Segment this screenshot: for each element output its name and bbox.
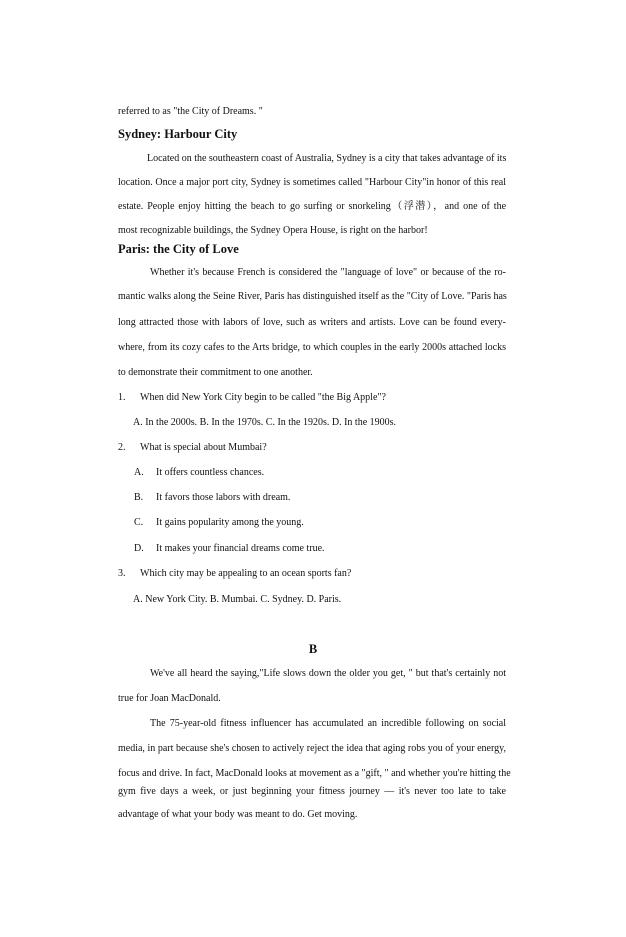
question-2-number: 2.	[118, 442, 126, 453]
section-b-line-2: true for Joan MacDonald.	[118, 693, 221, 704]
section-b-line-7: advantage of what your body was meant to do. Get moving.	[118, 809, 358, 820]
question-1-text: When did New York City begin to be called "the Big Apple"?	[140, 392, 386, 403]
section-b-line-6-text-b: it's never too late to take	[398, 786, 506, 797]
question-3-text: Which city may be appealing to an ocean sports fan?	[140, 568, 352, 579]
paris-line-3: long attracted those with labors of love, such as writers and artists. Love can be found every-	[118, 317, 506, 328]
question-1-options: A. In the 2000s. B. In the 1970s. C. In the 1920s. D. In the 1900s.	[133, 417, 397, 428]
paris-line-4: where, from its cozy cafes to the Arts bridge, to which couples in the early 2000s attached locks	[118, 342, 506, 353]
question-2-text: What is special about Mumbai?	[140, 442, 267, 453]
question-2-option-b-letter: B.	[134, 492, 144, 503]
paris-line-1: Whether it's because French is considered the "language of love" or because of the ro-	[150, 267, 506, 278]
sydney-line-2: location. Once a major port city, Sydney is sometimes called "Harbour City"in honor of this real	[118, 177, 506, 188]
paris-heading: Paris: the City of Love	[118, 242, 239, 256]
sydney-line-1: Located on the southeastern coast of Australia, Sydney is a city that takes advantage of its	[147, 153, 507, 164]
question-2-option-b-text: It favors those labors with dream.	[156, 492, 291, 503]
intro-tail-line: referred to as "the City of Dreams. "	[118, 106, 263, 117]
sydney-line-3	[118, 201, 506, 213]
section-b-line-6-text-a: gym five days a week, or just beginning your fitness journey	[118, 786, 380, 797]
question-2-option-d-letter: D.	[134, 543, 144, 554]
section-b-line-3: The 75-year-old fitness influencer has accumulated an incredible following on social	[150, 718, 506, 729]
sydney-line-3-text-a: estate. People enjoy hitting the beach to go surfing or snorkeling（	[118, 201, 404, 212]
question-2-option-c-letter: C.	[134, 517, 144, 528]
section-b-line-4: media, in part because she's chosen to actively reject the idea that aging robs you of your energy,	[118, 743, 506, 754]
sydney-line-3-text-b: ），and one of the	[426, 201, 507, 212]
paris-line-2: mantic walks along the Seine River, Paris has distinguished itself as the "City of Love. "Paris has	[118, 291, 507, 302]
question-3-number: 3.	[118, 568, 126, 579]
question-2-option-a-text: It offers countless chances.	[156, 467, 265, 478]
sydney-line-4: most recognizable buildings, the Sydney Opera House, is right on the harbor!	[118, 225, 428, 236]
question-2-option-a-letter: A.	[134, 467, 144, 478]
paris-line-5: to demonstrate their commitment to one another.	[118, 367, 313, 378]
question-2-option-c-text: It gains popularity among the young.	[156, 517, 304, 528]
question-1-number: 1.	[118, 392, 126, 403]
question-3-options: A. New York City. B. Mumbai. C. Sydney. D. Paris.	[133, 594, 342, 605]
section-b-line-1: We've all heard the saying,"Life slows down the older you get, " but that's certainly not	[150, 668, 506, 679]
section-b-label: B	[308, 642, 318, 656]
sydney-heading: Sydney: Harbour City	[118, 127, 238, 141]
question-2-option-d-text: It makes your financial dreams come true.	[156, 543, 325, 554]
sydney-line-3-cjk: 浮潜	[403, 201, 427, 212]
em-dash: —	[384, 786, 395, 797]
section-b-line-5: focus and drive. In fact, MacDonald looks at movement as a "gift, " and whether you're hitting the	[118, 768, 511, 779]
section-b-line-6	[118, 786, 506, 798]
